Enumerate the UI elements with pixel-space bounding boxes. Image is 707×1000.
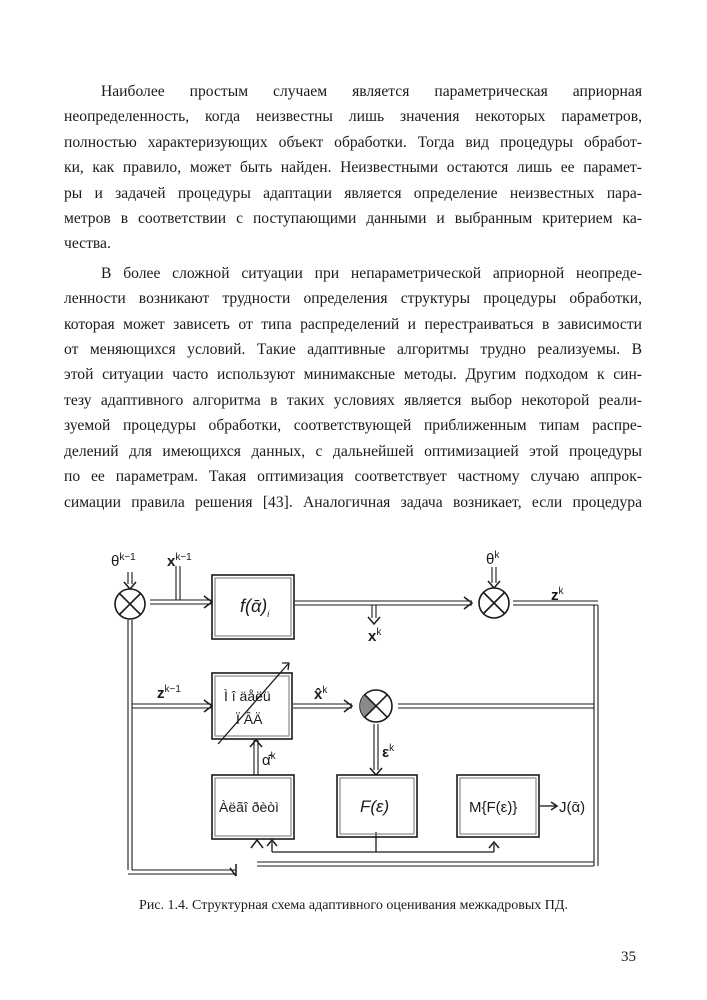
sum-junction-2 <box>479 588 509 618</box>
text-line: от меняющихся условий. Такие адаптивные алгоритмы трудно реализуемы. В <box>64 341 642 359</box>
bus-model-to-sum3 <box>293 704 352 708</box>
arrow-into-f <box>204 596 212 608</box>
label-algorithm: Àëãî ðèòì <box>219 799 279 815</box>
text-line: ки, как правило, может быть найден. Неизвестными остаются лишь ее парамет- <box>64 159 642 177</box>
label-f-alpha <box>240 596 270 619</box>
arrow-into-model <box>204 700 212 712</box>
label-x-k-sup: k <box>376 627 382 638</box>
text-line: метров в соответствии с поступающими данными и выбранным критерием ка- <box>64 210 642 228</box>
text-line: этой ситуации часто используют минимаксные методы. Другим подходом к син- <box>64 366 642 384</box>
label-theta-k-symbol: θ <box>486 551 495 568</box>
label-theta-k <box>486 550 500 568</box>
text-line: зуемой процедуры обработки, соответствующей приближенным типам распре- <box>64 417 642 435</box>
label-theta-prev-symbol: θ <box>111 553 120 570</box>
bus-z-prev <box>132 704 212 708</box>
bus-f-to-sum <box>295 601 472 605</box>
label-alpha-hat-symbol: α̂̄ <box>262 752 271 769</box>
label-z-prev-symbol: z <box>157 685 165 702</box>
label-x-k-symbol: x <box>368 628 377 645</box>
bus-alpha-hat <box>254 740 258 775</box>
diagram-svg <box>0 540 707 880</box>
label-z-prev <box>157 684 181 702</box>
label-theta-prev <box>111 552 136 570</box>
arrow-eps <box>370 768 382 775</box>
bus-bottom <box>257 862 594 866</box>
label-x-hat-symbol: x̂ <box>314 686 323 703</box>
label-m-f-eps: M{F(ε)} <box>469 799 518 816</box>
label-z-k-sup: k <box>558 586 564 597</box>
arrow-theta-k <box>488 581 500 588</box>
bus-eps <box>374 724 378 770</box>
arrow-into-sum2 <box>464 597 472 609</box>
arrow-theta-prev <box>124 582 136 589</box>
bus-right-to-sum3 <box>398 704 594 708</box>
label-alpha-hat <box>262 751 277 769</box>
text-line: по ее параметрам. Такая оптимизация соответствует частному случаю аппрок- <box>64 468 642 486</box>
sum-junction-3 <box>360 690 392 722</box>
label-model-line2: Ï ÂÄ <box>236 711 263 727</box>
label-x-prev-symbol: x <box>167 553 176 570</box>
label-theta-prev-sup: k−1 <box>119 552 136 563</box>
arrow-into-sum3 <box>344 700 352 712</box>
label-eps <box>382 743 395 761</box>
label-model-line1: Ì î äåëü <box>224 688 271 704</box>
bus-upper-x <box>150 600 212 604</box>
text-line: В более сложной ситуации при непараметрической априорной неопреде- <box>101 264 642 282</box>
label-eps-sup: k <box>389 743 395 754</box>
label-x-hat-sup: k <box>322 685 328 696</box>
label-x-hat <box>314 685 328 703</box>
bus-right-vertical <box>594 605 598 866</box>
label-z-k-symbol: z <box>551 587 559 604</box>
text-line: ленности возникают трудности определения структуры процедуры обработки, <box>64 290 642 308</box>
label-eps-symbol: ε <box>382 744 390 761</box>
text-line: симации правила решения [43]. Аналогичная задача возникает, если процедура <box>64 493 642 511</box>
label-f-alpha-sub: i <box>267 609 270 619</box>
arrow-x-k <box>368 617 380 624</box>
text-line: полностью характеризующих объект обработки. Тогда вид процедуры обработ- <box>64 133 642 151</box>
label-alpha-hat-sup: k <box>270 751 276 762</box>
figure-caption: Рис. 1.4. Структурная схема адаптивного оценивания межкадровых ПД. <box>139 898 568 913</box>
label-f-alpha-text: f(ᾱ) <box>240 596 268 616</box>
line-feedback <box>272 832 494 852</box>
label-j-alpha: J(ᾱ) <box>559 799 586 816</box>
label-x-prev-sup: k−1 <box>175 552 192 563</box>
text-line: чества. <box>64 235 111 253</box>
label-x-k <box>368 627 382 645</box>
paragraph-2 <box>64 261 642 515</box>
arrow-alpha-hat <box>250 740 262 747</box>
bus-theta-prev <box>128 572 132 584</box>
bus-left-vertical <box>128 620 132 870</box>
bus-theta-k <box>492 567 496 583</box>
label-z-prev-sup: k−1 <box>164 684 181 695</box>
text-line: тезу адаптивного алгоритма в таких условиях является выбор некоторой реали- <box>64 391 642 409</box>
label-theta-k-sup: k <box>494 550 500 561</box>
text-line: неопределенность, когда неизвестны лишь значения некоторых параметров, <box>64 108 642 126</box>
text-line: Наиболее простым случаем является параметрическая априорная <box>101 83 642 100</box>
bus-x-prev-in <box>176 566 180 600</box>
page-number: 35 <box>621 949 636 965</box>
text-line: делений для имеющихся данных, с дальнейшей оптимизацией этой процедуры <box>64 442 642 460</box>
text-line: которая может зависеть от типа распределений и перестраиваться в зависимости <box>64 315 642 333</box>
paragraph-1 <box>64 79 642 257</box>
block-diagram <box>0 540 707 880</box>
label-f-eps: F(ε) <box>360 797 390 816</box>
bus-left-bottom <box>128 870 236 874</box>
body-text <box>64 79 642 515</box>
arrow-bottom-up <box>251 840 263 848</box>
bus-x-k-out <box>372 605 376 618</box>
text-line: ры и задачей процедуры адаптации является определение неизвестных пара- <box>64 184 642 202</box>
sum-junction-1 <box>115 589 145 619</box>
